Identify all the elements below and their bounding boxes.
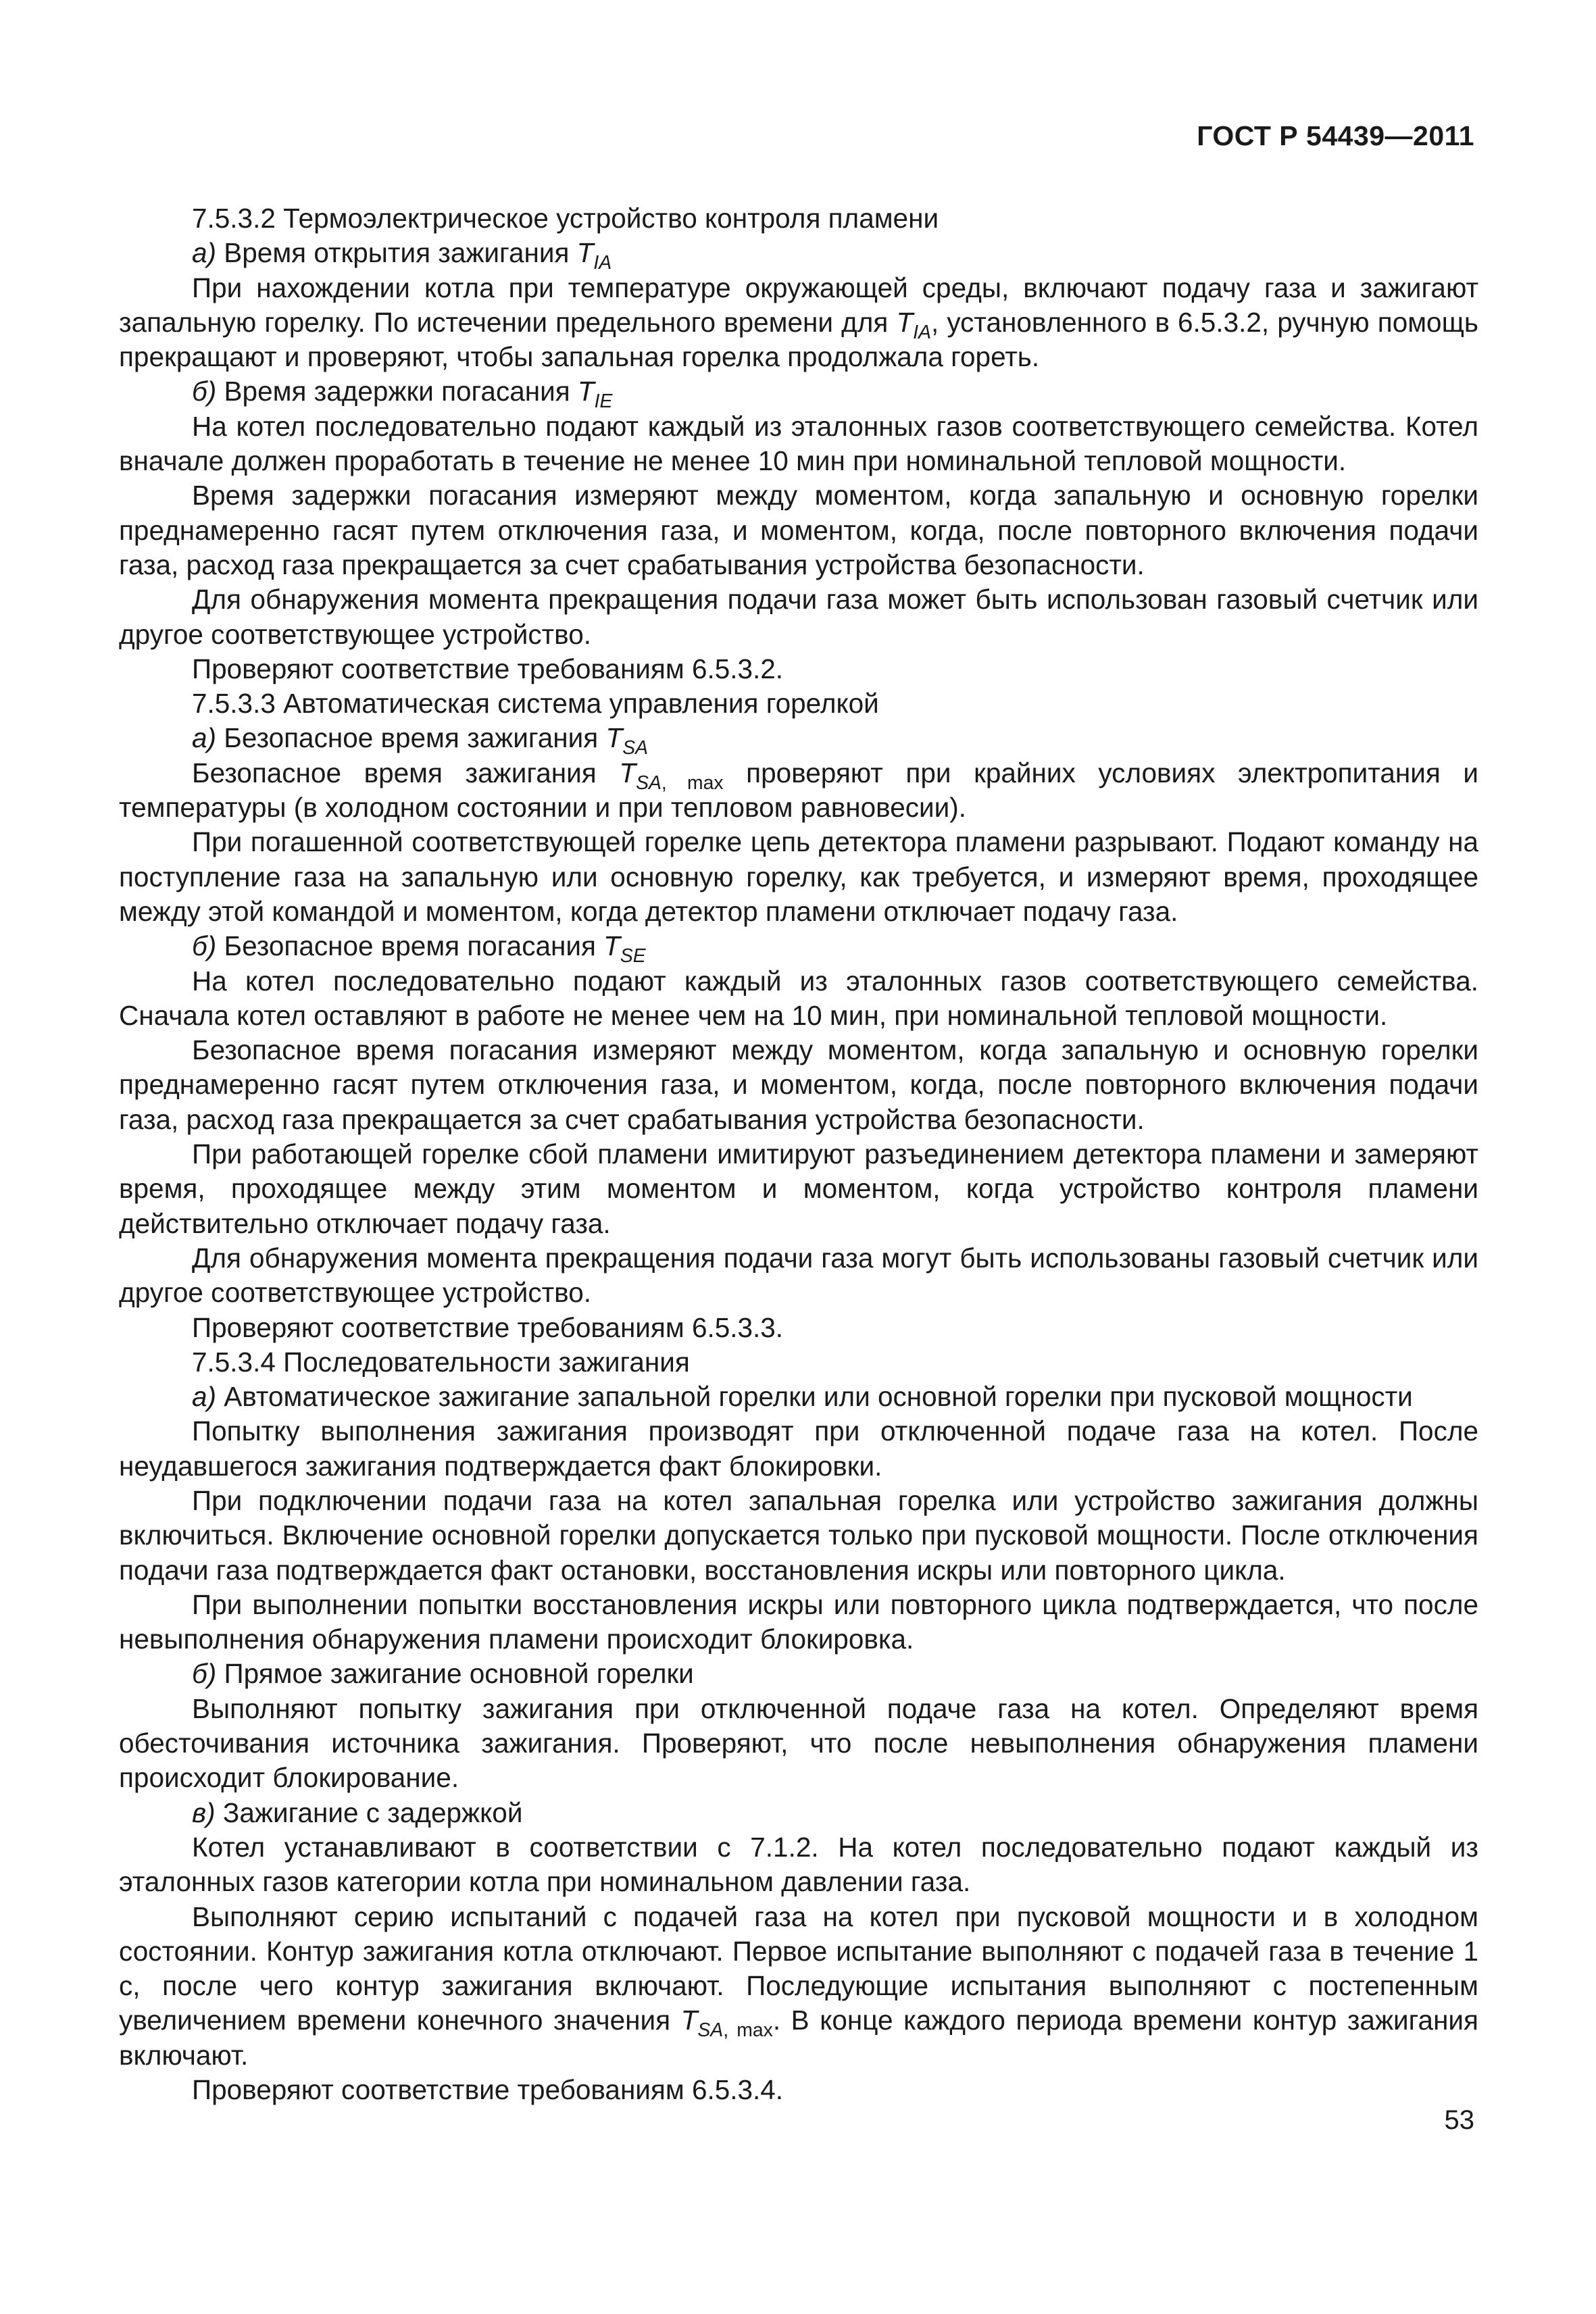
text-segment: Для обнаружения момента прекращения подачи газа могут быть использованы газовый счетчик или другое соответствующее устройство.	[119, 1242, 1478, 1309]
text-segment: На котел последовательно подают каждый из эталонных газов соответствующего семейства. Котел вначале должен проработать в течение не менее 10 мин при номинальной тепловой мощности.	[119, 410, 1478, 477]
document-body	[119, 201, 1478, 2107]
paragraph	[119, 1796, 1478, 1830]
paragraph	[119, 686, 1478, 721]
paragraph	[119, 201, 1478, 236]
text-segment: Попытку выполнения зажигания производят при отключенной подаче газа на котел. После неудавшегося зажигания подтверждается факт блокировки.	[119, 1415, 1478, 1482]
page-number: 53	[1444, 2105, 1474, 2135]
paragraph	[119, 1311, 1478, 1345]
paragraph	[119, 374, 1478, 413]
text-segment: , установленного в 6.5.3.2, ручную помощь прекращают и проверяют, чтобы запальная горелка продолжала гореть.	[119, 306, 1479, 373]
subscript-text: SA	[636, 772, 662, 794]
standard-header: ГОСТ Р 54439—2011	[1197, 120, 1474, 151]
text-segment: Выполняют попытку зажигания при отключенной подаче газа на котел. Определяют время обесточивания источника зажигания. Проверяют, что после невыполнения обнаружения пламени происходит блокирование.	[119, 1692, 1478, 1794]
text-segment: Безопасное время зажигания	[192, 757, 620, 788]
subscript-text: , max	[661, 772, 724, 794]
italic-text: б)	[192, 930, 217, 962]
italic-text: T	[896, 306, 914, 338]
paragraph	[119, 1345, 1478, 1380]
paragraph	[119, 1657, 1478, 1691]
paragraph	[119, 271, 1478, 375]
paragraph	[119, 1588, 1478, 1657]
text-segment: Безопасное время зажигания	[216, 722, 606, 754]
paragraph	[119, 929, 1478, 967]
paragraph	[119, 1414, 1478, 1484]
text-segment: На котел последовательно подают каждый из эталонных газов соответствующего семейства. Сначала котел оставляют в работе не менее чем на 10 мин, при номинальной тепловой мощности.	[119, 965, 1478, 1031]
text-segment: При подключении подачи газа на котел запальная горелка или устройство зажигания должны включиться. Включение основной горелки допускается только при пусковой мощности. После отключения подачи газа подтверждается факт остановки, восстановления искры или повторного цикла.	[119, 1484, 1478, 1586]
paragraph	[119, 1033, 1478, 1137]
paragraph	[119, 409, 1478, 479]
text-segment: Время задержки погасания измеряют между моментом, когда запальную и основную горелки преднамеренно гасят путем отключения газа, и моментом, когда, после повторного включения подачи газа, расход газа прекращается за счет срабатывания устройства безопасности.	[119, 480, 1478, 580]
paragraph	[119, 1692, 1478, 1796]
paragraph	[119, 964, 1478, 1034]
text-segment: При работающей горелке сбой пламени имитируют разъединением детектора пламени и замеряют время, проходящее между этим моментом и моментом, когда устройство контроля пламени действительно отключает подачу газа.	[119, 1138, 1478, 1239]
paragraph	[119, 1830, 1478, 1900]
text-segment: Проверяют соответствие требованиям 6.5.3.2.	[192, 653, 784, 684]
text-segment: Время открытия зажигания	[216, 237, 577, 269]
paragraph	[119, 1241, 1478, 1311]
text-segment: Зажигание с задержкой	[215, 1796, 523, 1828]
paragraph	[119, 825, 1478, 929]
text-segment: Прямое зажигание основной горелки	[216, 1658, 694, 1690]
italic-text: T	[577, 376, 595, 407]
paragraph	[119, 582, 1478, 652]
italic-text: б)	[192, 376, 217, 407]
subscript-text: SE	[620, 945, 646, 967]
text-segment: 7.5.3.4 Последовательности зажигания	[192, 1346, 690, 1378]
italic-text: а)	[192, 1381, 217, 1413]
text-segment: При выполнении попытки восстановления искры или повторного цикла подтверждается, что после невыполнения обнаружения пламени происходит блокировка.	[119, 1588, 1478, 1655]
italic-text: T	[619, 757, 637, 788]
subscript-text: , max	[723, 2019, 773, 2042]
text-segment: проверяют при крайних условиях электропитания и температуры (в холодном состоянии и при тепловом равновесии).	[119, 757, 1479, 824]
italic-text: T	[680, 2005, 698, 2036]
italic-text: T	[576, 237, 594, 269]
text-segment: 7.5.3.3 Автоматическая система управления горелкой	[192, 688, 879, 720]
paragraph	[119, 1137, 1478, 1241]
subscript-text: IA	[913, 321, 931, 343]
text-segment: . В конце каждого периода времени контур зажигания включают.	[119, 2005, 1478, 2071]
text-segment: 7.5.3.2 Термоэлектрическое устройство контроля пламени	[192, 203, 939, 234]
subscript-text: IE	[594, 391, 613, 413]
paragraph	[119, 1380, 1478, 1414]
text-segment: Автоматическое зажигание запальной горелки или основной горелки при пусковой мощности	[216, 1381, 1413, 1413]
text-segment: Для обнаружения момента прекращения подачи газа может быть использован газовый счетчик или другое соответствующее устройство.	[119, 584, 1478, 650]
italic-text: T	[603, 930, 620, 962]
italic-text: T	[605, 722, 623, 754]
paragraph	[119, 1484, 1478, 1588]
paragraph	[119, 756, 1478, 826]
paragraph	[119, 721, 1478, 759]
italic-text: а)	[192, 722, 217, 754]
subscript-text: SA	[622, 737, 649, 759]
italic-text: в)	[192, 1796, 216, 1828]
italic-text: а)	[192, 237, 217, 269]
text-segment: Котел устанавливают в соответствии с 7.1.2. На котел последовательно подают каждый из эталонных газов категории котла при номинальном давлении газа.	[119, 1831, 1478, 1898]
paragraph	[119, 236, 1478, 274]
text-segment: Выполняют серию испытаний с подачей газа на котел при пусковой мощности и в холодном состоянии. Контур зажигания котла отключают. Первое испытание выполняют с подачей газа в течение 1 с, после чего контур зажигания включают. Последующие испытания выполняют с постепенным увеличением времени конечного значения	[119, 1901, 1478, 2036]
text-segment: Безопасное время погасания	[216, 930, 604, 962]
text-segment: При нахождении котла при температуре окружающей среды, включают подачу газа и зажигают запальную горелку. По истечении предельного времени для	[119, 272, 1478, 338]
subscript-text: SA	[697, 2019, 724, 2042]
text-segment: При погашенной соответствующей горелке цепь детектора пламени разрывают. Подают команду на поступление газа на запальную или основную горелку, как требуется, и измеряют время, проходящее между этой командой и моментом, когда детектор пламени отключает подачу газа.	[119, 826, 1478, 927]
paragraph	[119, 1900, 1478, 2073]
text-segment: Проверяют соответствие требованиям 6.5.3.3.	[192, 1311, 784, 1343]
text-segment: Время задержки погасания	[216, 376, 578, 407]
subscript-text: IA	[593, 252, 612, 274]
text-segment: Проверяют соответствие требованиям 6.5.3.4.	[192, 2074, 784, 2106]
paragraph	[119, 2073, 1478, 2107]
paragraph	[119, 652, 1478, 686]
paragraph	[119, 478, 1478, 582]
text-segment: Безопасное время погасания измеряют между моментом, когда запальную и основную горелки преднамеренно гасят путем отключения газа, и моментом, когда, после повторного включения подачи газа, расход газа прекращается за счет срабатывания устройства безопасности.	[119, 1034, 1478, 1135]
italic-text: б)	[192, 1658, 217, 1690]
